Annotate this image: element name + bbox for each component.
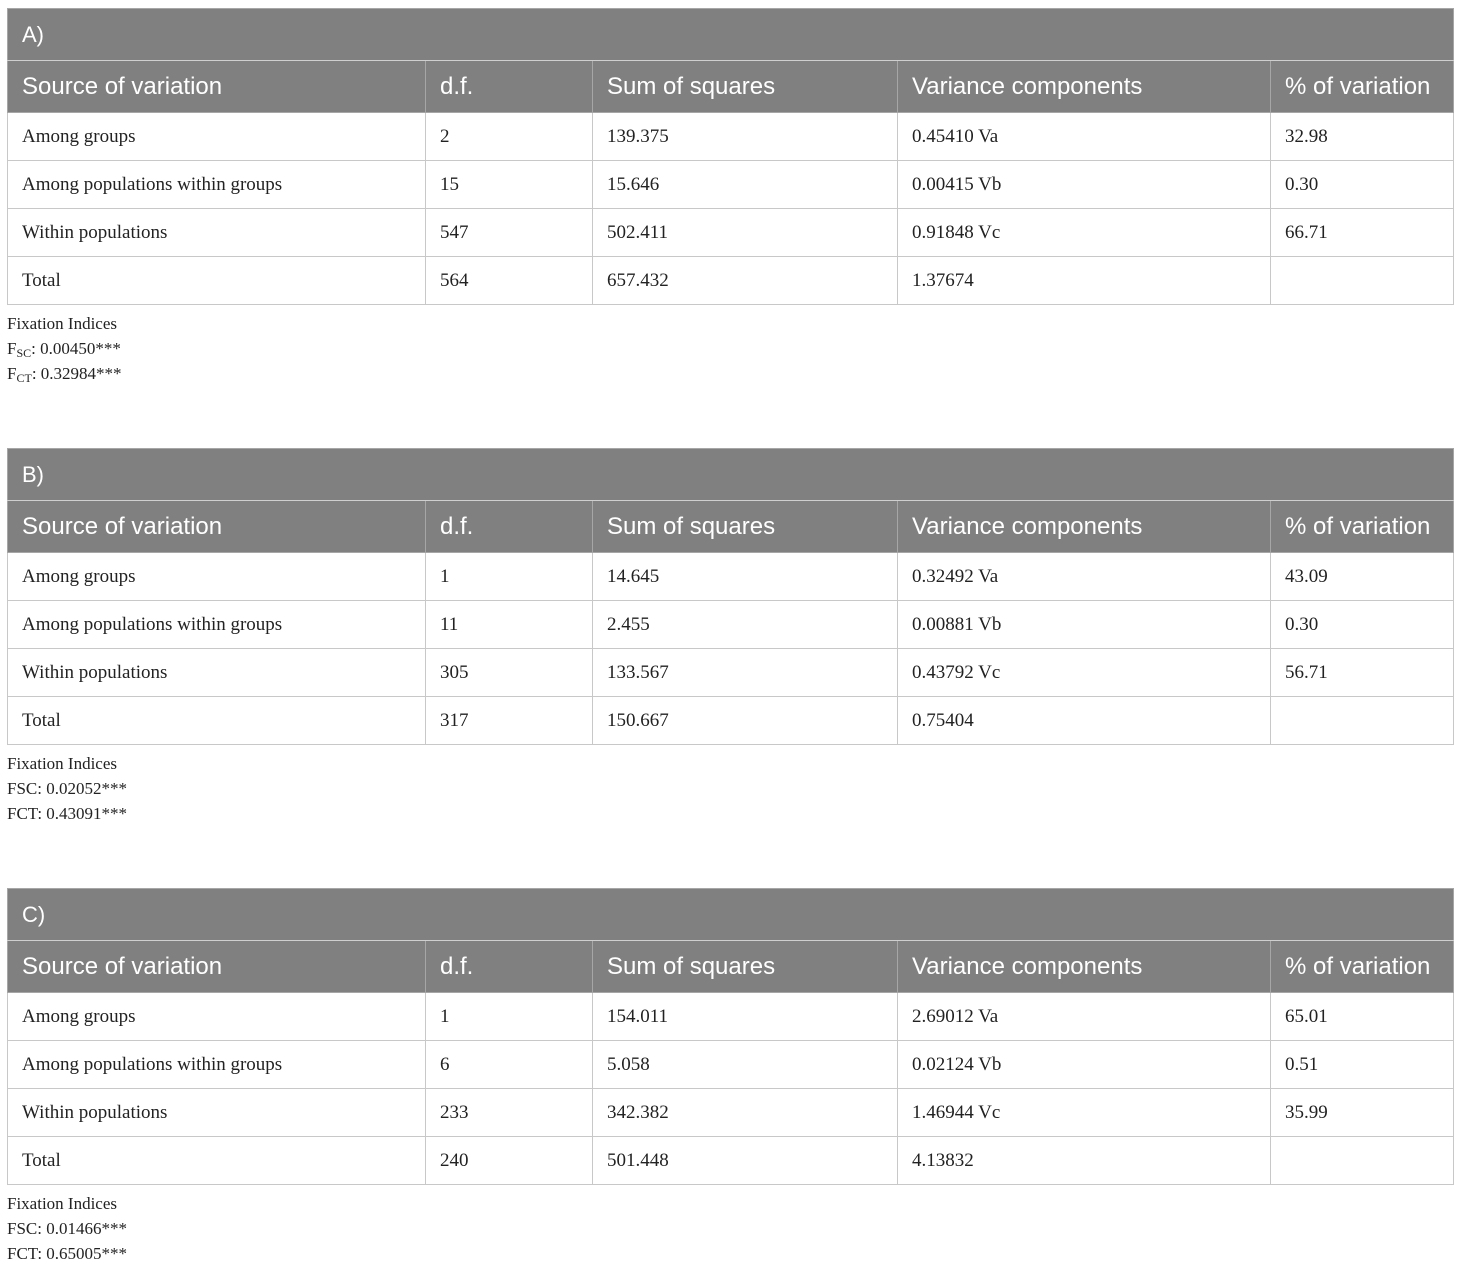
fct-label: F <box>7 364 17 383</box>
notes-heading: Fixation Indices <box>7 754 118 773</box>
table-cell: 2 <box>426 113 593 161</box>
table-cell: Among groups <box>8 113 426 161</box>
table-cell: 5.058 <box>593 1041 898 1089</box>
table-cell: Within populations <box>8 209 426 257</box>
table-row <box>8 1089 1454 1137</box>
table-cell: 1.46944 Vc <box>898 1089 1271 1137</box>
table-cell: 66.71 <box>1271 209 1454 257</box>
column-header-percent-variation: % of variation <box>1271 501 1454 553</box>
table-cell: 0.32492 Va <box>898 553 1271 601</box>
table-cell: Among groups <box>8 993 426 1041</box>
column-header-variance-components: Variance components <box>898 501 1271 553</box>
column-header-df: d.f. <box>426 61 593 113</box>
table-cell: 2.455 <box>593 601 898 649</box>
table-row <box>8 553 1454 601</box>
fsc-subscript: SC <box>16 346 32 360</box>
amova-panel-b <box>7 448 1453 826</box>
column-header-sum-of-squares: Sum of squares <box>593 61 898 113</box>
table-cell: 56.71 <box>1271 649 1454 697</box>
fsc-line: FSC: 0.01466*** <box>7 1219 127 1238</box>
table-cell: Total <box>8 697 426 745</box>
header-row <box>8 61 1454 113</box>
fct-line: FCT: 0.43091*** <box>7 804 128 823</box>
table-cell: 342.382 <box>593 1089 898 1137</box>
table-cell: Among populations within groups <box>8 601 426 649</box>
column-header-source: Source of variation <box>8 61 426 113</box>
table-row <box>8 993 1454 1041</box>
fct-subscript: CT <box>16 371 32 385</box>
table-row <box>8 1041 1454 1089</box>
amova-panel-a <box>7 8 1453 386</box>
column-header-source: Source of variation <box>8 941 426 993</box>
header-row <box>8 501 1454 553</box>
column-header-sum-of-squares: Sum of squares <box>593 501 898 553</box>
table-cell: Among groups <box>8 553 426 601</box>
table-cell: 1 <box>426 993 593 1041</box>
table-cell: Within populations <box>8 649 426 697</box>
amova-table-a <box>7 8 1454 305</box>
notes-heading: Fixation Indices <box>7 314 118 333</box>
table-cell: Total <box>8 1137 426 1185</box>
column-header-percent-variation: % of variation <box>1271 941 1454 993</box>
amova-table-c <box>7 888 1454 1185</box>
table-cell: 564 <box>426 257 593 305</box>
table-cell: 0.45410 Va <box>898 113 1271 161</box>
table-cell: 11 <box>426 601 593 649</box>
table-cell: 305 <box>426 649 593 697</box>
table-cell: 0.51 <box>1271 1041 1454 1089</box>
column-header-variance-components: Variance components <box>898 61 1271 113</box>
table-cell: 1.37674 <box>898 257 1271 305</box>
table-cell: 233 <box>426 1089 593 1137</box>
table-cell: Among populations within groups <box>8 161 426 209</box>
column-header-df: d.f. <box>426 501 593 553</box>
table-cell: 0.00415 Vb <box>898 161 1271 209</box>
table-cell: 1 <box>426 553 593 601</box>
table-cell: 150.667 <box>593 697 898 745</box>
fsc-line <box>7 336 1453 361</box>
table-cell <box>1271 697 1454 745</box>
table-cell: 502.411 <box>593 209 898 257</box>
amova-panel-c <box>7 888 1453 1266</box>
table-cell: 0.75404 <box>898 697 1271 745</box>
table-cell: 0.30 <box>1271 601 1454 649</box>
table-cell: 6 <box>426 1041 593 1089</box>
table-row <box>8 257 1454 305</box>
notes-heading: Fixation Indices <box>7 1194 118 1213</box>
table-cell: 317 <box>426 697 593 745</box>
column-header-percent-variation: % of variation <box>1271 61 1454 113</box>
fsc-label: F <box>7 339 17 358</box>
panel-title: A) <box>8 9 1454 61</box>
table-cell: 547 <box>426 209 593 257</box>
table-cell: 154.011 <box>593 993 898 1041</box>
table-cell: 657.432 <box>593 257 898 305</box>
table-cell: 0.02124 Vb <box>898 1041 1271 1089</box>
fct-line <box>7 361 1453 386</box>
table-row <box>8 1137 1454 1185</box>
table-row <box>8 601 1454 649</box>
table-cell: 65.01 <box>1271 993 1454 1041</box>
table-cell: 139.375 <box>593 113 898 161</box>
column-header-variance-components: Variance components <box>898 941 1271 993</box>
column-header-source: Source of variation <box>8 501 426 553</box>
panel-title: C) <box>8 889 1454 941</box>
table-cell: 240 <box>426 1137 593 1185</box>
table-row <box>8 161 1454 209</box>
fct-line: FCT: 0.65005*** <box>7 1244 128 1263</box>
table-cell: 501.448 <box>593 1137 898 1185</box>
table-row <box>8 209 1454 257</box>
amova-table-b <box>7 448 1454 745</box>
fixation-indices-notes <box>7 305 1453 386</box>
table-cell: 15 <box>426 161 593 209</box>
table-cell: 133.567 <box>593 649 898 697</box>
table-cell: 2.69012 Va <box>898 993 1271 1041</box>
column-header-sum-of-squares: Sum of squares <box>593 941 898 993</box>
fixation-indices-notes <box>7 1185 1453 1266</box>
table-cell: Total <box>8 257 426 305</box>
header-row <box>8 941 1454 993</box>
table-cell: 43.09 <box>1271 553 1454 601</box>
table-cell: 32.98 <box>1271 113 1454 161</box>
table-cell: 4.13832 <box>898 1137 1271 1185</box>
fsc-value: : 0.00450*** <box>31 339 121 358</box>
column-header-df: d.f. <box>426 941 593 993</box>
table-cell <box>1271 257 1454 305</box>
table-row <box>8 649 1454 697</box>
table-cell <box>1271 1137 1454 1185</box>
table-row <box>8 113 1454 161</box>
table-row <box>8 697 1454 745</box>
table-cell: Within populations <box>8 1089 426 1137</box>
fixation-indices-notes <box>7 745 1453 826</box>
fct-value: : 0.32984*** <box>31 364 122 383</box>
table-cell: 0.91848 Vc <box>898 209 1271 257</box>
table-cell: 15.646 <box>593 161 898 209</box>
table-cell: 14.645 <box>593 553 898 601</box>
fsc-line: FSC: 0.02052*** <box>7 779 127 798</box>
table-cell: 0.00881 Vb <box>898 601 1271 649</box>
table-cell: Among populations within groups <box>8 1041 426 1089</box>
table-cell: 0.43792 Vc <box>898 649 1271 697</box>
table-cell: 35.99 <box>1271 1089 1454 1137</box>
table-cell: 0.30 <box>1271 161 1454 209</box>
panel-title: B) <box>8 449 1454 501</box>
